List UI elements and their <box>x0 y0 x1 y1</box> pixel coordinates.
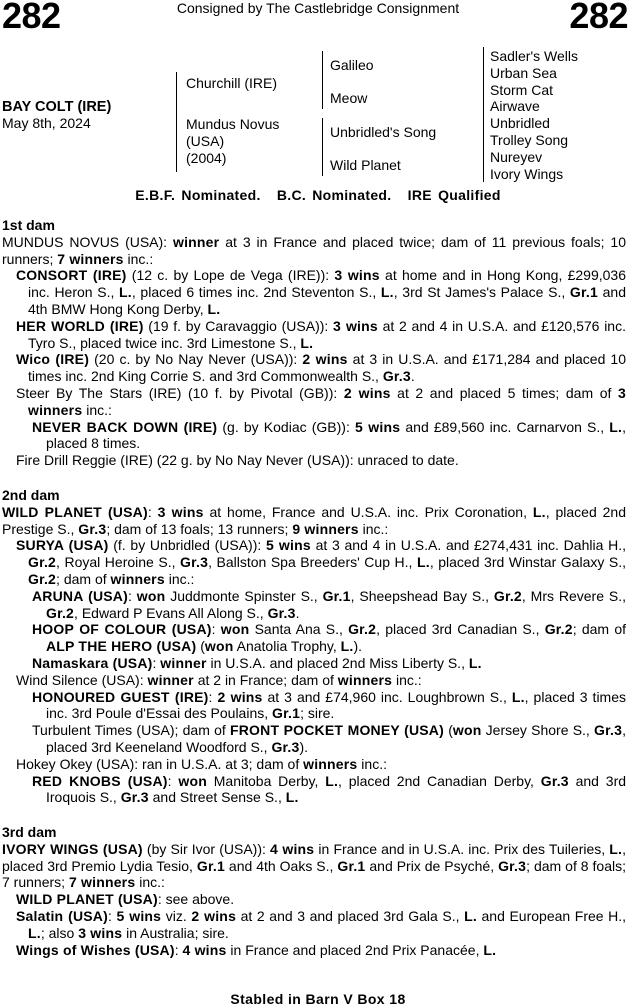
pedigree-dam-dam: Wild Planet <box>330 157 401 173</box>
text-run: ; also <box>40 924 79 941</box>
text-run: and £89,560 inc. Carnarvon S., <box>400 418 610 435</box>
bold-run: WILD PLANET (USA) <box>16 891 158 908</box>
nominations-line <box>0 187 636 203</box>
bold-run: L. <box>416 554 430 571</box>
text-run: and Prix de Psyché, <box>365 857 499 874</box>
text-run: : <box>127 587 137 604</box>
text-run: , placed 3rd Premio Lydia Tesio, <box>2 840 627 874</box>
text-run: and 3rd Iroquois S., <box>46 772 627 806</box>
bold-run: Gr.1 <box>569 284 598 301</box>
pedigree-divider-1 <box>176 72 177 172</box>
bold-run: Namaskara (USA) <box>32 654 153 671</box>
bold-run: RED KNOBS (USA) <box>32 772 168 789</box>
text-run: ( <box>196 638 205 655</box>
nomination-ire: IRE Qualified <box>407 187 501 203</box>
text-run: inc.: <box>82 401 112 418</box>
bold-run: Gr.2 <box>493 587 522 604</box>
text-run: , placed 3 times inc. 3rd Poule d'Essai des Poulains, <box>46 688 627 722</box>
text-run: inc.: <box>358 520 389 537</box>
text-run: at home and in Hong Kong, £299,036 inc. Heron S., <box>28 267 626 301</box>
bold-run: L. <box>511 688 525 705</box>
section-heading-2nd-dam: 2nd dam <box>2 486 60 503</box>
produce-paragraph <box>2 722 626 756</box>
bold-run: 7 winners <box>68 874 136 891</box>
pedigree-dam-sire: Unbridled's Song <box>330 124 437 140</box>
text-run: Steer By The Stars (IRE) (10 f. by Pivotal (GB)): <box>16 384 344 401</box>
bold-run: 7 winners <box>57 250 124 267</box>
pedigree-gen3-1: Sadler's Wells <box>490 48 578 64</box>
produce-paragraph <box>2 689 626 723</box>
text-run: at 2 and placed 5 times; dam of <box>390 384 618 401</box>
text-run: , 3rd St James's Palace S., <box>393 284 570 301</box>
pedigree-divider-3 <box>483 47 484 182</box>
text-run: MUNDUS NOVUS (USA): <box>2 233 173 250</box>
foaling-date: May 8th, 2024 <box>2 115 91 131</box>
bold-run: Gr.3 <box>180 554 209 571</box>
bold-run: won <box>452 722 482 739</box>
pedigree-dam <box>186 116 279 166</box>
text-run: Hokey Okey (USA): ran in U.S.A. at 3; dam of <box>16 755 304 772</box>
text-run: inc.: <box>357 755 387 772</box>
bold-run: Gr.3 <box>382 368 411 385</box>
text-run: : <box>208 688 218 705</box>
text-run: Jersey Shore S., <box>481 722 595 739</box>
pedigree-gen3-6: Trolley Song <box>490 131 569 148</box>
bold-run: L. <box>285 789 299 806</box>
bold-run: HOOP OF COLOUR (USA) <box>32 621 212 638</box>
text-run: ; dam of <box>56 570 111 587</box>
text-run: , placed 2nd Canadian Derby, <box>338 772 541 789</box>
bold-run: L. <box>340 638 354 655</box>
bold-run: winners <box>337 671 393 688</box>
text-run: : <box>167 772 179 789</box>
bold-run: won <box>220 621 250 638</box>
text-run: viz. <box>161 908 192 925</box>
bold-run: Gr.3 <box>594 722 623 739</box>
text-run: at 2 in France; dam of <box>193 671 338 688</box>
bold-run: 4 wins <box>182 941 227 958</box>
text-run: in France and in U.S.A. inc. Prix des Tuileries, <box>314 840 610 857</box>
stabling-footer: Stabled in Barn V Box 18 <box>230 991 406 1007</box>
bold-run: SURYA (USA) <box>16 537 109 554</box>
bold-run: 3 wins <box>157 503 204 520</box>
text-run: Fire Drill Reggie (IRE) (22 g. by No Nay Never (USA)): unraced to date. <box>16 452 459 469</box>
text-run: at 2 and 4 in U.S.A. and £120,576 inc. Tyro S., placed twice inc. 3rd Limestone S., <box>28 317 626 351</box>
section-heading-1st-dam: 1st dam <box>2 217 55 233</box>
bold-run: Gr.3 <box>271 738 300 755</box>
pedigree-gen3-3: Storm Cat <box>490 81 554 98</box>
bold-run: Wings of Wishes (USA) <box>16 941 175 958</box>
bold-run: Salatin (USA) <box>16 908 108 925</box>
bold-run: 3 wins <box>78 924 123 941</box>
bold-run: Gr.1 <box>337 857 366 874</box>
bold-run: 2 wins <box>191 908 237 925</box>
text-run: : see above. <box>157 891 235 908</box>
text-run: in Australia; sire. <box>122 924 229 941</box>
text-run: at 3 and £74,960 inc. Loughbrown S., <box>262 688 512 705</box>
text-run: , Royal Heroine S., <box>56 554 181 571</box>
produce-paragraph <box>2 452 626 469</box>
bold-run: Gr.1 <box>272 705 301 722</box>
pedigree-dam-name: Mundus Novus <box>186 116 280 132</box>
text-run: Anatolia Trophy, <box>233 638 341 655</box>
produce-paragraph <box>2 756 626 773</box>
bold-run: 4 wins <box>270 840 315 857</box>
pedigree-gen3-7: Nureyev <box>490 148 543 165</box>
horse-name: BAY COLT (IRE) <box>2 99 112 115</box>
bold-run: 2 wins <box>302 351 348 368</box>
bold-run: 3 wins <box>334 267 380 284</box>
text-run: ( <box>443 722 453 739</box>
bold-run: FRONT POCKET MONEY (USA) <box>229 722 444 739</box>
text-run: in France and placed 2nd Prix Panacée, <box>226 941 484 958</box>
bold-run: L. <box>468 654 482 671</box>
text-run: : <box>211 621 221 638</box>
pedigree-divider-2b <box>322 118 323 176</box>
bold-run: winners <box>303 755 358 772</box>
pedigree-gen3-2: Urban Sea <box>490 64 557 81</box>
dam-paragraph <box>2 841 626 891</box>
bold-run: L. <box>532 503 546 520</box>
bold-run: 3 winners <box>28 384 626 418</box>
produce-paragraph <box>2 385 626 419</box>
text-run: , placed 3rd Winstar Galaxy S., <box>429 554 627 571</box>
text-run: Turbulent Times (USA); dam of <box>32 722 230 739</box>
bold-run: 2 wins <box>343 384 391 401</box>
lot-number-right: 282 <box>569 0 628 36</box>
bold-run: Gr.3 <box>267 604 296 621</box>
pedigree-gen3-4: Airwave <box>490 98 540 115</box>
text-run: : <box>147 503 158 520</box>
text-run: at 3 in U.S.A. and £171,284 and placed 10 times inc. 2nd King Corrie S. and 3rd Commonwealth S., <box>28 351 627 385</box>
bold-run: IVORY WINGS (USA) <box>2 840 143 857</box>
text-run: (12 c. by Lope de Vega (IRE)): <box>126 267 335 284</box>
bold-run: Gr.1 <box>322 587 351 604</box>
text-run: Juddmonte Spinster S., <box>165 587 323 604</box>
bold-run: Gr.1 <box>196 857 225 874</box>
dam-paragraph <box>2 504 626 538</box>
text-run: ; dam of <box>572 621 626 638</box>
produce-paragraph <box>2 588 626 622</box>
produce-paragraph <box>2 908 626 942</box>
text-run: (g. by Kodiac (GB)): <box>217 418 355 435</box>
text-run: at 2 and 3 and placed 3rd Gala S., <box>236 908 465 925</box>
pedigree-sire: Churchill (IRE) <box>186 75 278 91</box>
bold-run: CONSORT (IRE) <box>16 267 127 284</box>
catalogue-body <box>2 217 626 958</box>
text-run: , Edward P Evans All Along S., <box>74 604 268 621</box>
bold-run: L. <box>325 772 339 789</box>
text-run: Santa Ana S., <box>249 621 349 638</box>
horse-identity <box>2 99 111 131</box>
text-run: . <box>295 604 300 621</box>
bold-run: 3 wins <box>333 317 378 334</box>
bold-run: Gr.2 <box>46 604 75 621</box>
bold-run: L. <box>483 941 497 958</box>
bold-run: Gr.3 <box>78 520 107 537</box>
bold-run: won <box>136 587 166 604</box>
pedigree-gen3-5: Unbridled <box>490 115 550 132</box>
text-run: . <box>410 368 415 385</box>
bold-run: 5 wins <box>354 418 401 435</box>
bold-run: Gr.2 <box>544 621 573 638</box>
text-run: ). <box>353 638 363 655</box>
text-run: and 4th Oaks S., <box>224 857 338 874</box>
pedigree-gen3-8: Ivory Wings <box>490 165 564 182</box>
text-run: Wind Silence (USA): <box>16 671 148 688</box>
bold-run: WILD PLANET (USA) <box>2 503 148 520</box>
text-run: (f. by Unbridled (USA)): <box>108 537 266 554</box>
bold-run: L. <box>28 924 41 941</box>
text-run: (19 f. by Caravaggio (USA)): <box>143 317 334 334</box>
text-run: , placed 3rd Canadian S., <box>376 621 545 638</box>
bold-run: L. <box>300 334 314 351</box>
text-run: ; dam of 13 foals; 13 runners; <box>106 520 293 537</box>
bold-run: HER WORLD (IRE) <box>16 317 144 334</box>
bold-run: L. <box>207 300 221 317</box>
text-run: inc.: <box>392 671 422 688</box>
bold-run: won <box>178 772 207 789</box>
pedigree-divider-2a <box>322 51 323 109</box>
text-run: , placed 3rd Keeneland Woodford S., <box>46 722 626 755</box>
text-run: , placed 8 times. <box>46 418 627 452</box>
produce-paragraph <box>2 942 626 959</box>
bold-run: Gr.2 <box>348 621 377 638</box>
pedigree-dam-year: (2004) <box>186 149 227 166</box>
bold-run: Gr.3 <box>120 789 149 806</box>
produce-paragraph <box>2 318 626 352</box>
pedigree-sire-sire: Galileo <box>330 57 374 73</box>
text-run: ; sire. <box>300 705 335 722</box>
produce-paragraph <box>2 419 626 453</box>
bold-run: 9 winners <box>292 520 359 537</box>
bold-run: L. <box>609 418 623 435</box>
section-heading-3rd-dam: 3rd dam <box>2 824 57 841</box>
bold-run: Gr.3 <box>498 857 527 874</box>
bold-run: Gr.2 <box>28 570 57 587</box>
text-run: : <box>152 654 161 671</box>
bold-run: L. <box>609 840 623 857</box>
bold-run: Wico (IRE) <box>16 351 90 368</box>
dam-paragraph <box>2 234 626 268</box>
bold-run: L. <box>464 908 477 925</box>
text-run: in U.S.A. and placed 2nd Miss Liberty S., <box>206 654 469 671</box>
bold-run: ARUNA (USA) <box>32 587 128 604</box>
produce-paragraph <box>2 891 626 908</box>
text-run: inc.: <box>164 570 195 587</box>
pedigree-dam-country: (USA) <box>186 132 225 149</box>
text-run: at 3 and 4 in U.S.A. and £274,431 inc. Dahlia H., <box>310 537 626 554</box>
text-run: : <box>107 908 117 925</box>
produce-paragraph <box>2 672 626 689</box>
text-run: and European Free H., <box>476 908 627 925</box>
bold-run: 2 wins <box>217 688 263 705</box>
bold-run: won <box>204 638 234 655</box>
text-run: , Ballston Spa Breeders' Cup H., <box>208 554 417 571</box>
produce-paragraph <box>2 537 626 587</box>
text-run: ). <box>299 738 309 755</box>
text-run: at home, France and U.S.A. inc. Prix Coronation, <box>203 503 533 520</box>
bold-run: L. <box>380 284 394 301</box>
produce-paragraph <box>2 621 626 655</box>
text-run: Manitoba Derby, <box>206 772 326 789</box>
text-run: and Street Sense S., <box>148 789 286 806</box>
produce-paragraph <box>2 267 626 317</box>
text-run: and 4th BMW Hong Kong Derby, <box>28 284 626 317</box>
text-run: ; dam of 8 foals; 7 runners; <box>2 857 626 891</box>
nomination-bc: B.C. Nominated. <box>276 187 392 203</box>
bold-run: Gr.3 <box>540 772 569 789</box>
bold-run: HONOURED GUEST (IRE) <box>32 688 209 705</box>
bold-run: winners <box>110 570 165 587</box>
text-run: (by Sir Ivor (USA)): <box>142 840 271 857</box>
text-run: , Mrs Revere S., <box>521 587 626 604</box>
produce-paragraph <box>2 773 626 807</box>
bold-run: ALP THE HERO (USA) <box>46 638 197 655</box>
text-run: , Sheepshead Bay S., <box>350 587 494 604</box>
nomination-ebf: E.B.F. Nominated. <box>135 187 261 203</box>
text-run: , placed 2nd Prestige S., <box>2 503 626 537</box>
bold-run: winner <box>147 671 194 688</box>
bold-run: 5 wins <box>266 537 311 554</box>
text-run: inc.: <box>123 250 154 267</box>
bold-run: L. <box>119 284 132 301</box>
pedigree-sire-dam: Meow <box>330 90 368 106</box>
text-run: (20 c. by No Nay Never (USA)): <box>89 351 303 368</box>
text-run: at 3 in France and placed twice; dam of 11 previous foals; 10 runners; <box>2 233 626 267</box>
bold-run: 5 wins <box>116 908 162 925</box>
text-run: inc.: <box>135 874 165 891</box>
bold-run: winner <box>172 233 220 250</box>
consignor-line: Consigned by The Castlebridge Consignment <box>176 0 460 16</box>
produce-paragraph <box>2 655 626 672</box>
text-run: , placed 6 times inc. 2nd Steventon S., <box>131 284 381 301</box>
bold-run: Gr.2 <box>28 554 57 571</box>
pedigree-gen3 <box>490 48 578 182</box>
produce-paragraph <box>2 351 626 385</box>
bold-run: winner <box>160 654 207 671</box>
text-run: : <box>174 941 183 958</box>
bold-run: NEVER BACK DOWN (IRE) <box>32 418 218 435</box>
lot-number-left: 282 <box>2 0 61 36</box>
